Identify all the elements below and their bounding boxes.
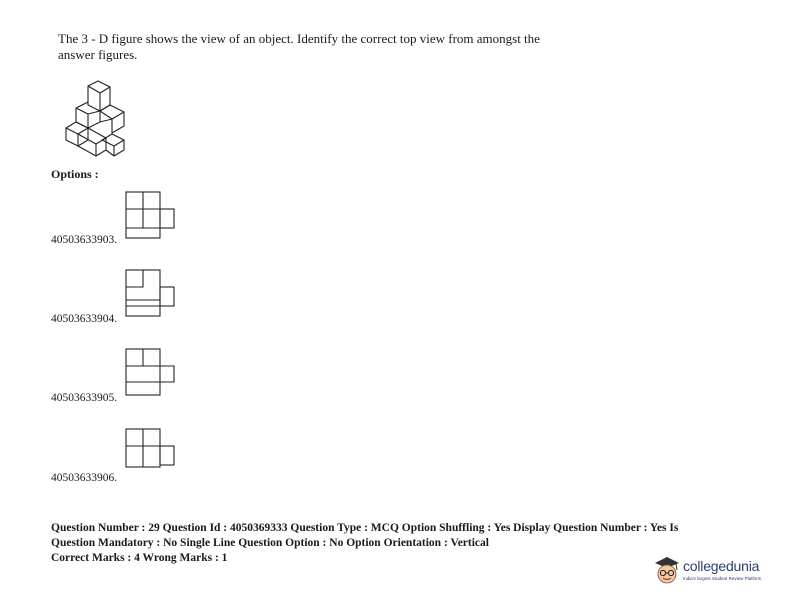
brand-name: collegedunia <box>683 558 760 574</box>
option-3-figure[interactable] <box>124 347 178 397</box>
option-4-figure[interactable] <box>124 427 178 469</box>
option-3-id[interactable]: 40503633905. <box>51 392 118 404</box>
collegedunia-logo <box>652 554 770 588</box>
meta-line-2: Question Mandatory : No Single Line Question Option : No Option Orientation : Vertical <box>51 537 489 549</box>
question-metadata <box>51 521 751 566</box>
options-label: Options : <box>51 167 99 181</box>
mascot-icon <box>652 554 682 586</box>
option-2-id[interactable]: 40503633904. <box>51 313 118 325</box>
option-2-figure[interactable] <box>124 268 178 318</box>
meta-line-1: Question Number : 29 Question Id : 4050369333 Question Type : MCQ Option Shuffling : Yes Display Question Number : Yes Is <box>51 522 679 534</box>
question-text <box>58 31 618 63</box>
option-1-figure[interactable] <box>124 190 178 240</box>
option-1-id[interactable]: 40503633903. <box>51 234 118 246</box>
isometric-object-figure <box>58 78 138 164</box>
question-line-1: The 3 - D figure shows the view of an object. Identify the correct top view from amongst the <box>58 31 540 46</box>
option-4-id[interactable]: 40503633906. <box>51 472 118 484</box>
meta-line-3: Correct Marks : 4 Wrong Marks : 1 <box>51 552 228 564</box>
brand-tagline: India's largest Student Review Platform <box>683 576 762 581</box>
question-line-2: answer figures. <box>58 47 138 62</box>
